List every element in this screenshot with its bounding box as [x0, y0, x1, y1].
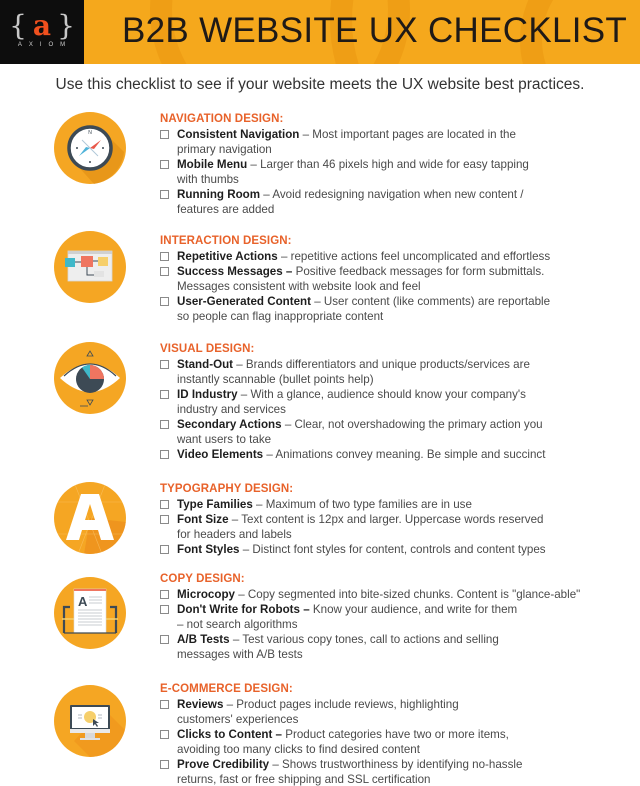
- item-description-cont: want users to take: [177, 433, 272, 446]
- checkbox[interactable]: [160, 605, 169, 614]
- checklist-item: [160, 127, 630, 157]
- checklist-item: [160, 357, 630, 387]
- checklist-item: [160, 757, 630, 786]
- checkbox[interactable]: [160, 130, 169, 139]
- item-description-cont: features are added: [177, 203, 275, 216]
- checklist-item: [160, 249, 630, 264]
- item-term: User-Generated Content: [177, 295, 311, 308]
- checklist-item: [160, 447, 630, 462]
- logo-right-brace: }: [57, 9, 75, 42]
- checkbox[interactable]: [160, 590, 169, 599]
- checkbox[interactable]: [160, 730, 169, 739]
- item-description: repetitive actions feel uncomplicated and effortless: [290, 250, 551, 263]
- item-description-cont: returns, fast or free shipping and SSL certification: [177, 773, 431, 786]
- item-description: Clear, not overshadowing the primary action you: [294, 418, 543, 431]
- item-description-cont: with thumbs: [177, 173, 239, 186]
- section-content: [160, 482, 630, 557]
- item-description-cont: primary navigation: [177, 143, 272, 156]
- item-term: Stand-Out: [177, 358, 234, 371]
- header-banner: [0, 0, 640, 64]
- eye-icon: [54, 342, 126, 414]
- section-content: [160, 342, 630, 462]
- checklist-item: [160, 632, 630, 662]
- checklist-item: [160, 697, 630, 727]
- item-term: Font Size: [177, 513, 229, 526]
- page-title: B2B WEBSITE UX CHECKLIST: [122, 11, 628, 50]
- item-term: Success Messages –: [177, 265, 293, 278]
- item-separator: –: [233, 358, 246, 371]
- checklist-item: [160, 264, 630, 294]
- item-separator: –: [239, 543, 253, 556]
- item-separator: –: [247, 158, 261, 171]
- section-title: VISUAL DESIGN:: [160, 343, 255, 355]
- item-description: Maximum of two type families are in use: [265, 498, 472, 511]
- item-description: Distinct font styles for content, controls and content types: [252, 543, 546, 556]
- item-separator: –: [237, 388, 251, 401]
- item-term: Microcopy: [177, 588, 235, 601]
- item-description: With a glance, audience should know your company's: [250, 388, 526, 401]
- item-description: Product categories have two or more items,: [285, 728, 509, 741]
- item-term: Video Elements: [177, 448, 264, 461]
- item-description: Know your audience, and write for them: [312, 603, 518, 616]
- item-term: Clicks to Content –: [177, 728, 283, 741]
- checklist-item: [160, 157, 630, 187]
- section-content: [160, 682, 630, 786]
- checklist-item: [160, 512, 630, 542]
- section-title: TYPOGRAPHY DESIGN:: [160, 483, 294, 495]
- svg-text:A: A: [78, 594, 88, 609]
- item-description: Larger than 46 pixels high and wide for easy tapping: [260, 158, 529, 171]
- checkbox[interactable]: [160, 297, 169, 306]
- item-separator: –: [223, 698, 237, 711]
- item-description-cont: so people can flag inappropriate content: [177, 310, 384, 323]
- item-separator: –: [299, 128, 313, 141]
- section-title: COPY DESIGN:: [160, 573, 245, 585]
- item-description-cont: avoiding too many clicks to find desired content: [177, 743, 420, 756]
- checkbox[interactable]: [160, 252, 169, 261]
- item-description-cont: industry and services: [177, 403, 286, 416]
- checkbox[interactable]: [160, 515, 169, 524]
- item-separator: –: [281, 418, 295, 431]
- checklist-item: [160, 187, 630, 217]
- item-term: ID Industry: [177, 388, 238, 401]
- checklist-item: [160, 542, 630, 557]
- item-description: Test various copy tones, call to actions and selling: [242, 633, 499, 646]
- item-separator: –: [229, 633, 243, 646]
- section-title: INTERACTION DESIGN:: [160, 235, 292, 247]
- checkbox[interactable]: [160, 700, 169, 709]
- item-term: Don't Write for Robots –: [177, 603, 310, 616]
- item-description-cont: customers' experiences: [177, 713, 299, 726]
- checkbox[interactable]: [160, 545, 169, 554]
- item-term: Prove Credibility: [177, 758, 270, 771]
- checklist-item: [160, 497, 630, 512]
- item-separator: –: [311, 295, 324, 308]
- letter-a-icon: [54, 482, 126, 554]
- checkbox[interactable]: [160, 267, 169, 276]
- svg-text:N: N: [88, 130, 92, 136]
- item-term: Running Room: [177, 188, 261, 201]
- item-description: Positive feedback messages for form submittals.: [295, 265, 545, 278]
- item-term: Consistent Navigation: [177, 128, 300, 141]
- checkbox[interactable]: [160, 160, 169, 169]
- item-term: Font Styles: [177, 543, 240, 556]
- item-separator: –: [277, 250, 291, 263]
- intro-text: Use this checklist to see if your website meets the UX website best practices.: [55, 76, 585, 93]
- compass-icon: [54, 112, 126, 184]
- item-term: Type Families: [177, 498, 253, 511]
- item-separator: –: [228, 513, 242, 526]
- item-separator: –: [263, 448, 276, 461]
- flowchart-icon: [54, 231, 126, 303]
- item-term: Mobile Menu: [177, 158, 248, 171]
- item-description: Most important pages are located in the: [312, 128, 516, 141]
- item-description: Text content is 12px and larger. Uppercase words reserved: [241, 513, 544, 526]
- item-separator: –: [252, 498, 266, 511]
- checkbox[interactable]: [160, 760, 169, 769]
- logo-mark: [9, 9, 75, 42]
- item-description: Animations convey meaning. Be simple and succinct: [275, 448, 546, 461]
- logo-left-brace: {: [9, 9, 27, 42]
- checklist-item: [160, 727, 630, 757]
- item-separator: –: [269, 758, 283, 771]
- checklist-item: [160, 587, 630, 602]
- item-description: Avoid redesigning navigation when new content /: [272, 188, 524, 201]
- item-description: Brands differentiators and unique products/services are: [245, 358, 530, 371]
- checkbox[interactable]: [160, 450, 169, 459]
- item-description: Copy segmented into bite-sized chunks. Content is "glance-able": [247, 588, 581, 601]
- item-description: Product pages include reviews, highlighting: [236, 698, 459, 711]
- item-description: User content (like comments) are reportable: [323, 295, 551, 308]
- checkbox[interactable]: [160, 360, 169, 369]
- checkbox[interactable]: [160, 190, 169, 199]
- checkbox[interactable]: [160, 390, 169, 399]
- item-term: Reviews: [177, 698, 224, 711]
- checklist-item: [160, 387, 630, 417]
- axiom-logo: [0, 0, 84, 64]
- logo-wordmark: AXIOM: [17, 42, 73, 48]
- document-icon: [54, 577, 126, 649]
- item-separator: –: [234, 588, 248, 601]
- checklist-item: [160, 294, 630, 324]
- item-description-cont: for headers and labels: [177, 528, 292, 541]
- item-description-cont: – not search algorithms: [177, 618, 298, 631]
- item-description-cont: instantly scannable (bullet points help): [177, 373, 374, 386]
- section-content: [160, 234, 630, 324]
- section-content: [160, 112, 630, 217]
- item-description: Shows trustworthiness by identifying no-hassle: [282, 758, 523, 771]
- item-term: Repetitive Actions: [177, 250, 278, 263]
- checkbox[interactable]: [160, 500, 169, 509]
- section-title: NAVIGATION DESIGN:: [160, 113, 284, 125]
- checkbox[interactable]: [160, 420, 169, 429]
- section-content: [160, 572, 630, 662]
- item-separator: –: [260, 188, 273, 201]
- checkbox[interactable]: [160, 635, 169, 644]
- checklist-item: [160, 602, 630, 632]
- item-term: A/B Tests: [177, 633, 230, 646]
- logo-letter: a: [32, 9, 52, 42]
- checklist-item: [160, 417, 630, 447]
- item-description-cont: messages with A/B tests: [177, 648, 303, 661]
- section-title: E-COMMERCE DESIGN:: [160, 683, 293, 695]
- monitor-icon: [54, 685, 126, 757]
- item-term: Secondary Actions: [177, 418, 282, 431]
- item-description-cont: Messages consistent with website look and feel: [177, 280, 421, 293]
